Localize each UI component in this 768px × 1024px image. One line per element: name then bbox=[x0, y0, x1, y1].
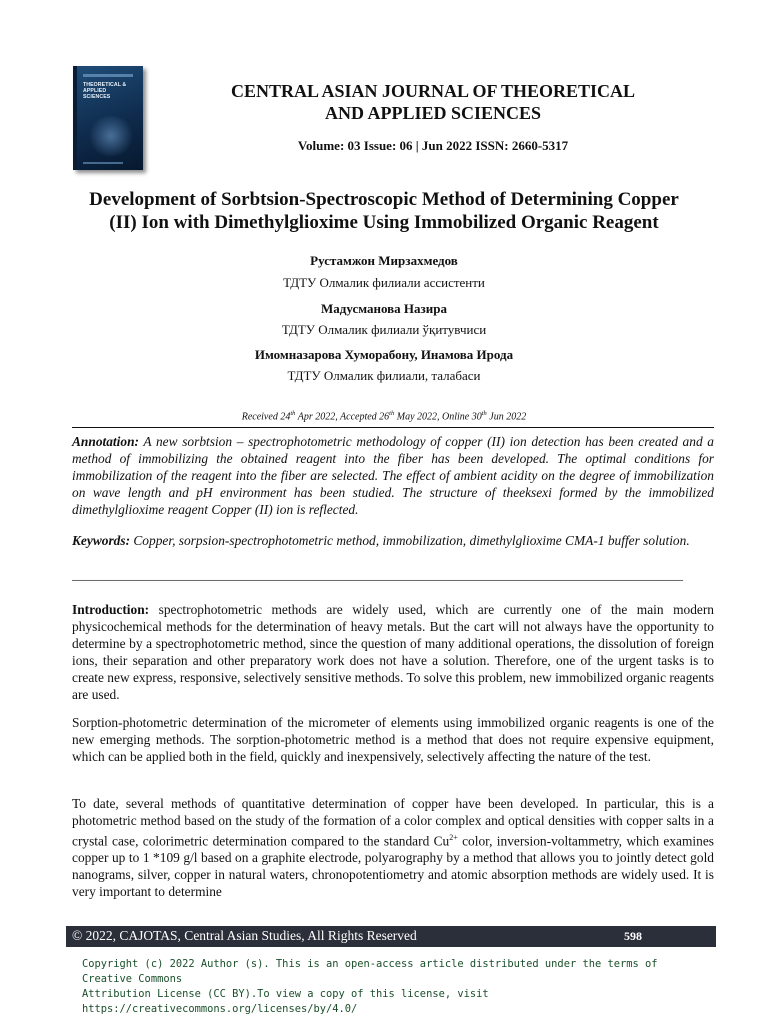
introduction-text: spectrophotometric methods are widely used, which are currently one of the main modern physicochemical methods for the determination of heavy metals. But the cart will not always have the opportunity to determine by a spectrophotometric method, since the question of many additional operations, the dissolution of foreign ions, their separation and other preparatory work does not have a solution. Therefore, one of the urgent tasks is to create new express, responsive, selectively sensitive methods. To solve this problem, new immobilized organic reagents are used. bbox=[72, 602, 714, 702]
paper-title-line: (II) Ion with Dimethylglioxime Using Immobilized Organic Reagent bbox=[109, 212, 659, 233]
body-paragraph bbox=[72, 795, 714, 900]
page-number: 598 bbox=[624, 929, 642, 943]
license-line: Attribution License (CC BY).To view a copy of this license, visit https://creativecommons.org/licenses/by/4.0/ bbox=[82, 988, 489, 1015]
journal-title-line: CENTRAL ASIAN JOURNAL OF THEORETICAL bbox=[230, 81, 636, 101]
author-name: Мадусманова Назира bbox=[321, 301, 447, 316]
body-paragraph: Sorption-photometric determination of the micrometer of elements using immobilized organic reagents is one of the new emerging methods. The sorption-photometric method is a method that does not require expensive equipment, which can be applied both in the field, quickly and inexpensively, selectively affecting the nature of the test. bbox=[72, 715, 714, 764]
footer-copyright: © 2022, CAJOTAS, Central Asian Studies, All Rights Reserved bbox=[72, 928, 417, 943]
online-month-text: Jun 2022 bbox=[486, 411, 527, 423]
license-line: Copyright (c) 2022 Author (s). This is an open-access article distributed under the terms of Creative Commons bbox=[82, 958, 658, 985]
footer-bar bbox=[66, 926, 716, 947]
body-paragraph-text: color, inversion-voltammetry, which examines copper up to 1 *109 g/l based on a graphite electrode, polyarography by a method that allows you to jointly detect gold nanograms, silver, copper in natural waters, chronopotentiometry and atomic absorption methods are widely used. It is very important to determine bbox=[72, 833, 714, 900]
journal-title-line: AND APPLIED SCIENCES bbox=[324, 103, 542, 123]
section-divider bbox=[72, 427, 714, 428]
cover-title bbox=[83, 82, 139, 100]
ordinal-suffix: th bbox=[481, 410, 487, 417]
annotation-label: Annotation: bbox=[72, 434, 139, 449]
online-text: May 2022, Online 30 bbox=[394, 411, 482, 423]
underscore-divider: ______________________________________________________________________________________________ bbox=[72, 568, 683, 582]
author-affiliation: ТДТУ Олмалик филиали, талабаси bbox=[287, 368, 481, 383]
introduction-paragraph bbox=[72, 601, 714, 703]
accepted-text: Apr 2022, Accepted 26 bbox=[295, 411, 390, 423]
author-affiliation: ТДТУ Олмалик филиали ассистенти bbox=[283, 275, 485, 290]
author-name: Рустамжон Мирзахмедов bbox=[310, 253, 458, 268]
author-affiliation: ТДТУ Олмалик филиали ўқитувчиси bbox=[281, 322, 487, 337]
ordinal-suffix: th bbox=[389, 410, 395, 417]
cover-title-line: SCIENCES bbox=[83, 94, 111, 100]
introduction-label: Introduction: bbox=[72, 602, 150, 617]
ordinal-suffix: th bbox=[290, 410, 296, 417]
cover-title-line: APPLIED bbox=[83, 88, 107, 94]
license-notice bbox=[82, 957, 702, 1017]
cover-artwork bbox=[87, 116, 135, 156]
received-text: Received 24 bbox=[241, 411, 291, 423]
keywords-label: Keywords: bbox=[72, 533, 131, 548]
keywords-text: Copper, sorpsion-spectrophotometric method, immobilization, dimethylglioxime CMA-1 buffer solution. bbox=[130, 533, 690, 548]
cover-title-line: THEORETICAL & bbox=[83, 82, 127, 88]
cover-stripe bbox=[83, 74, 133, 77]
paper-title-line: Development of Sorbtsion-Spectroscopic Method of Determining Copper bbox=[89, 189, 679, 210]
cover-stripe bbox=[83, 162, 123, 164]
journal-volume-info: Volume: 03 Issue: 06 | Jun 2022 ISSN: 2660-5317 bbox=[297, 138, 569, 153]
keywords-block bbox=[72, 532, 714, 549]
paper-title bbox=[60, 188, 708, 234]
received-dates bbox=[60, 410, 708, 422]
annotation-text: A new sorbtsion – spectrophotometric methodology of copper (II) ion detection has been created and a method of immobilizing the obtained reagent into the fiber has been developed. The optimal conditions for immobilization of the reagent into the fiber are selected. The effect of ambient acidity on the degree of immobilization on wave length and pH environment has been studied. The structure of theeksexi formed by the immobilized dimethylglioxime reagent Copper (II) ion is reflected. bbox=[72, 434, 714, 517]
annotation-block bbox=[72, 433, 714, 518]
charge-superscript: 2+ bbox=[449, 833, 458, 842]
body-paragraph-text: To date, several methods of quantitative determination of copper have been developed. In particular, this is a photometric method based on the study of the formation of a color complex and optical densities with copper salts in a crystal case, colorimetric determination compared to the standard Cu bbox=[72, 796, 714, 849]
journal-cover-image bbox=[73, 66, 143, 170]
journal-title bbox=[150, 80, 716, 124]
author-name: Имомназарова Хуморабону, Инамова Ирода bbox=[254, 347, 514, 362]
